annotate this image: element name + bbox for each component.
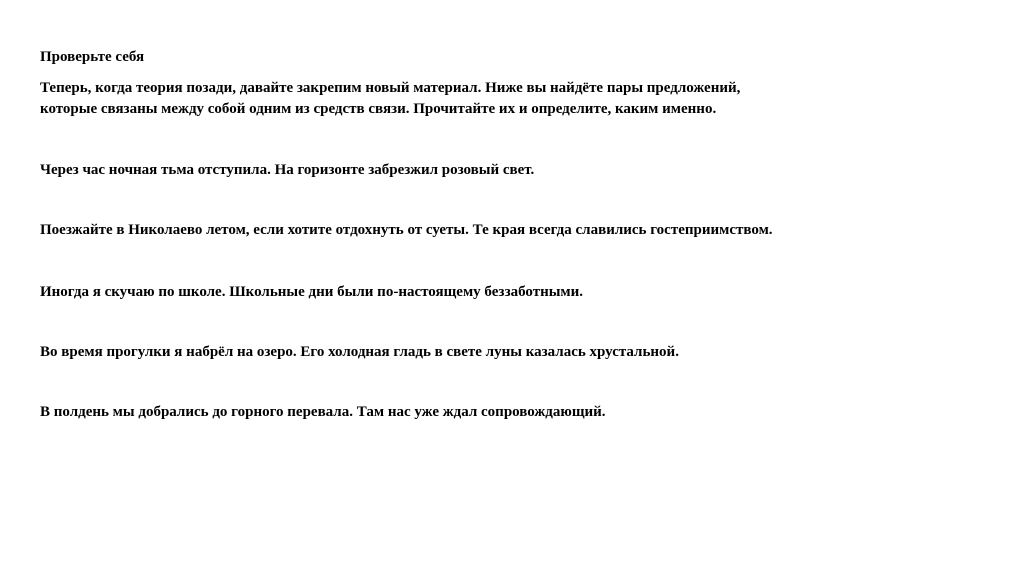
sentence-pair-5: В полдень мы добрались до горного перевала. Там нас уже ждал сопровождающий.	[40, 404, 606, 420]
intro-line-1: Теперь, когда теория позади, давайте закрепим новый материал. Ниже вы найдёте пары предложений,	[40, 80, 741, 96]
sentence-pair-3: Иногда я скучаю по школе. Школьные дни были по-настоящему беззаботными.	[40, 284, 584, 300]
sentence-pair-2: Поезжайте в Николаево летом, если хотите отдохнуть от суеты. Те края всегда славились гостеприимством.	[40, 222, 773, 238]
intro-line-2: которые связаны между собой одним из средств связи. Прочитайте их и определите, каким именно.	[40, 101, 717, 117]
page-title: Проверьте себя	[40, 49, 145, 65]
sentence-pair-1: Через час ночная тьма отступила. На горизонте забрезжил розовый свет.	[40, 162, 535, 178]
intro-paragraph	[40, 78, 980, 120]
sentence-pair-4: Во время прогулки я набрёл на озеро. Его холодная гладь в свете луны казалась хрустальной.	[40, 344, 679, 360]
